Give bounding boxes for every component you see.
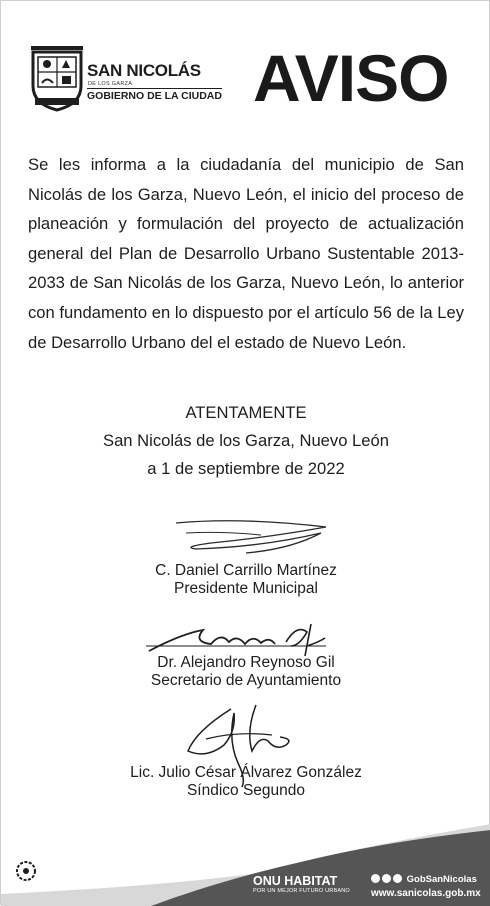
page-title: AVISO [253,41,449,115]
city-shield-icon [29,46,85,112]
twitter-icon[interactable] [393,874,402,883]
notice-body: Se les informa a la ciudadanía del municipio de San Nicolás de los Garza, Nuevo León, el inicio del proceso de planeación y formulación del proyecto de actualización general del Plan de Desarrollo Urbano Sustentable 2013-2033 de San Nicolás de los Garza, Nuevo León, lo anterior con fundamento en lo dispuesto por el artículo 56 de la Ley de Desarrollo Urbano del el estado de Nuevo León. [28,155,464,352]
footer [1,816,490,906]
header [1,1,490,131]
signatory-title-3: Síndico Segundo [186,782,306,799]
brand-government: GOBIERNO DE LA CIUDAD [87,90,222,102]
closing-date: a 1 de septiembre de 2022 [147,459,345,478]
social-row [371,874,477,885]
seal-icon [15,860,37,882]
signatory-title-2: Secretario de Ayuntamiento [150,672,342,689]
closing-salutation: ATENTAMENTE [185,403,307,422]
signature-presidente [151,513,341,563]
closing-place: San Nicolás de los Garza, Nuevo León [103,431,389,450]
brand-subtitle: DE LOS GARZA [88,81,133,87]
social-handle[interactable]: GobSanNicolas [406,874,477,885]
signatory-title-1: Presidente Municipal [174,580,318,597]
signatory-name-1: C. Daniel Carrillo Martínez [155,562,337,579]
signatory-name-3: Lic. Julio César Álvarez González [130,764,362,781]
signatory-name-2: Dr. Alejandro Reynoso Gil [157,654,335,671]
instagram-icon[interactable] [382,874,391,883]
website-link[interactable]: www.sanicolas.gob.mx [371,888,481,899]
brand-name: SAN NICOLÁS [87,61,201,80]
facebook-icon[interactable] [371,874,380,883]
onu-habitat-logo: ONU HABITAT [253,874,338,888]
onu-habitat-tagline: POR UN MEJOR FUTURO URBANO [253,888,350,894]
